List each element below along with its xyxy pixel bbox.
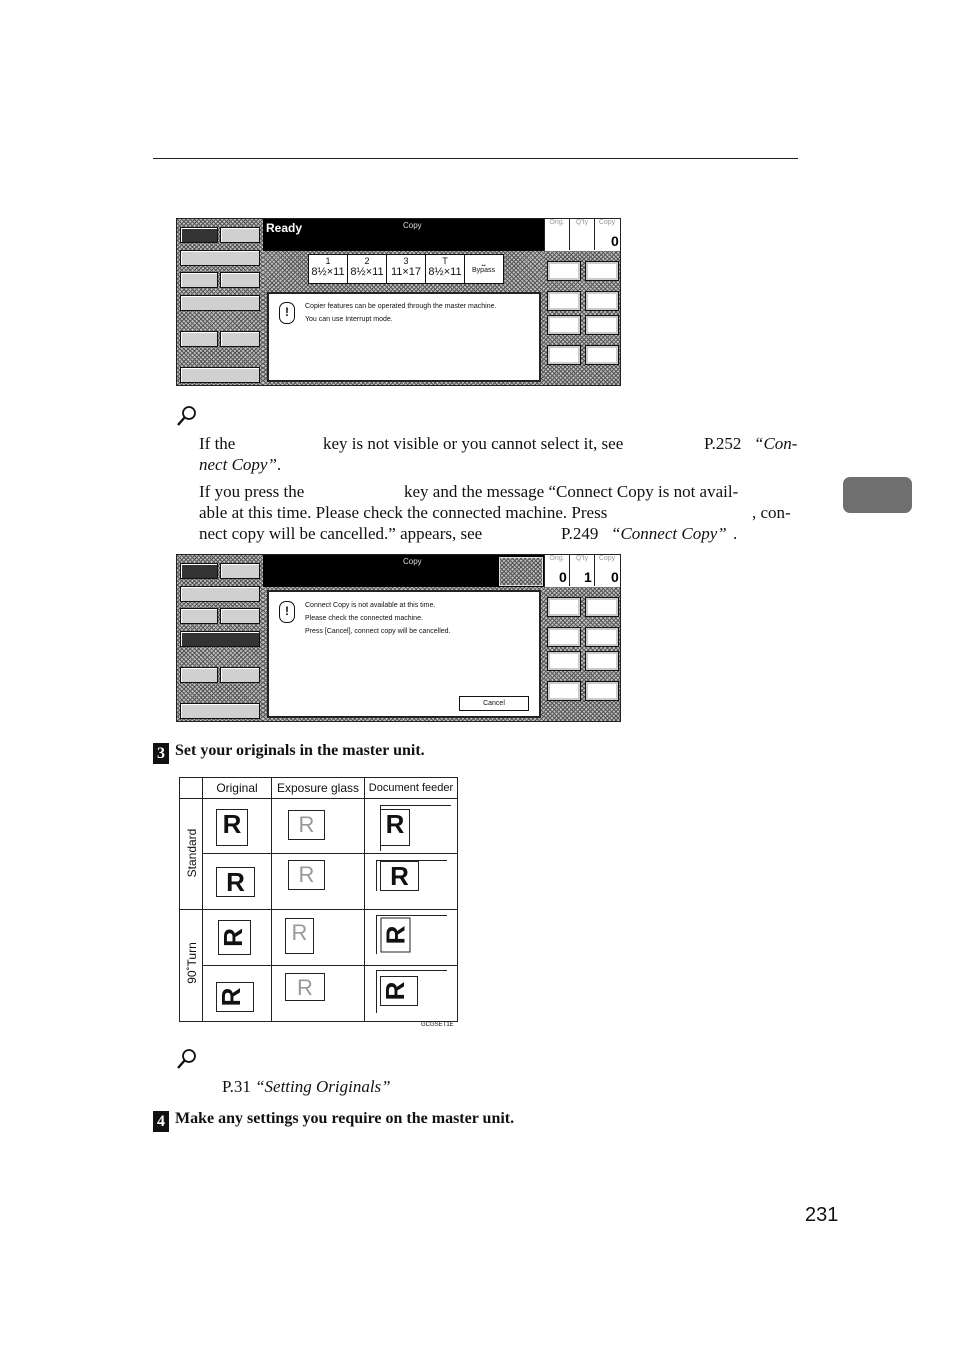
panel-right-button (547, 681, 581, 701)
counter-area (544, 219, 621, 251)
panel-left-button (180, 563, 218, 579)
originals-orientation-table (179, 777, 458, 1022)
panel-left-button (220, 272, 260, 288)
note-line-2: nect Copy”. (199, 455, 282, 474)
step-3: 3 Set your originals in the master unit. (153, 742, 425, 764)
header-original: Original (203, 778, 272, 798)
warning-icon: ! (279, 302, 295, 324)
original-r-rotated: R (216, 982, 254, 1012)
error-message-box: ! Connect Copy is not available at this time. Please check the connected machine. Press [Cancel], connect copy will be cancelled. Cancel (267, 590, 541, 718)
counter-copy: Copy 0 (598, 555, 619, 585)
connect-icon (499, 557, 543, 586)
counter-qty: Q'ty (570, 219, 595, 250)
panel-left-button (180, 703, 260, 719)
original-r: R (216, 867, 255, 897)
counter-area (544, 555, 621, 587)
magnifier-icon (176, 405, 198, 427)
panel-right-button (585, 627, 619, 647)
glass-r: R (288, 860, 325, 890)
panel-left-button (180, 331, 218, 347)
panel-left-button (220, 331, 260, 347)
panel-right-button (547, 315, 581, 335)
panel-right-button (585, 597, 619, 617)
panel-right-button (585, 345, 619, 365)
counter-qty: Q'ty 1 (570, 555, 595, 586)
panel-left-button (180, 586, 260, 602)
glass-r-rotated: R (285, 918, 314, 954)
status-text: Ready (266, 221, 303, 235)
panel-left-button (180, 608, 218, 624)
counter-orig: Orig. 0 (545, 555, 570, 586)
panel-left-button (180, 367, 260, 383)
panel-left-button (220, 227, 260, 243)
reference-setting-originals: P.31 “Setting Originals” (222, 1077, 391, 1096)
message-box: ! Copier features can be operated through the master machine. You can use Interrupt mode. (267, 292, 541, 382)
panel-right-button (547, 261, 581, 281)
feeder-r-rotated: R (381, 918, 411, 953)
glass-r-rotated: R (285, 973, 325, 1001)
warning-icon: ! (279, 601, 295, 623)
chapter-tab (843, 477, 912, 513)
glass-r: R (288, 810, 325, 840)
cancel-button: Cancel (459, 696, 529, 711)
paper-tray-row (308, 254, 504, 284)
mode-label: Copy (403, 557, 422, 566)
panel-left-button (180, 631, 260, 647)
magnifier-icon (176, 1048, 198, 1070)
feeder-r: R (380, 861, 419, 891)
panel-left-button (180, 250, 260, 266)
group-90-turn: 90˚Turn (185, 942, 199, 984)
feeder-r-rotated: R (380, 976, 418, 1006)
mode-label: Copy (403, 221, 422, 230)
counter-orig: Orig. (545, 219, 570, 250)
tray-bypass: ⎵ Bypass (472, 256, 495, 274)
counter-copy: Copy 0 (598, 219, 619, 249)
page-number: 231 (805, 1204, 839, 1226)
header-document-feeder: Document feeder (368, 782, 454, 794)
copier-panel-connect-error (176, 554, 621, 722)
tray-2: 2 8½×11 (348, 255, 387, 283)
group-standard: Standard (185, 828, 199, 878)
original-r: R (216, 809, 248, 846)
panel-right-button (547, 345, 581, 365)
panel-left-button (180, 227, 218, 243)
header-exposure-glass: Exposure glass (272, 778, 365, 798)
step-4: 4 Make any settings you require on the master unit. (153, 1110, 514, 1132)
panel-right-button (547, 597, 581, 617)
tray-1: 1 8½×11 (309, 255, 348, 283)
panel-right-button (585, 651, 619, 671)
panel-status-bar (263, 555, 544, 587)
step-number: 3 (153, 743, 169, 764)
panel-right-button (547, 627, 581, 647)
panel-right-button (585, 315, 619, 335)
header-rule (153, 158, 798, 159)
copier-panel-ready (176, 218, 621, 386)
panel-left-button (220, 608, 260, 624)
panel-right-button (585, 291, 619, 311)
panel-right-button (547, 651, 581, 671)
panel-right-button (585, 261, 619, 281)
figure-code: GCGSET1E (421, 1022, 454, 1028)
tray-t: T 8½×11 (426, 255, 465, 283)
original-r-rotated: R (218, 920, 251, 955)
panel-right-button (585, 681, 619, 701)
panel-left-button (180, 295, 260, 311)
panel-left-button (220, 563, 260, 579)
panel-left-button (180, 667, 218, 683)
panel-status-bar (263, 219, 544, 251)
feeder-r: R (380, 809, 410, 846)
panel-right-button (547, 291, 581, 311)
panel-left-button (220, 667, 260, 683)
step-number: 4 (153, 1111, 169, 1132)
panel-left-button (180, 272, 218, 288)
tray-3: 3 11×17 (387, 255, 426, 283)
